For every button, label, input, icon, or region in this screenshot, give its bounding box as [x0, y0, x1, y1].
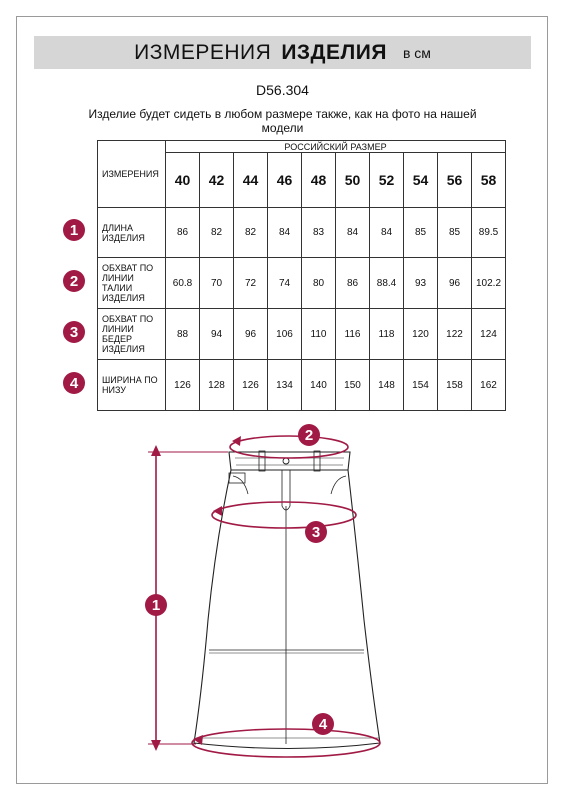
row-number-badge: 3 [63, 321, 85, 343]
table-cell: 96 [438, 258, 472, 309]
size-header: 52 [370, 153, 404, 208]
table-cell: 84 [268, 208, 302, 258]
size-header: 56 [438, 153, 472, 208]
skirt-outline [194, 451, 380, 749]
size-header: 48 [302, 153, 336, 208]
table-cell: 128 [200, 360, 234, 411]
diagram-marker-4: 4 [312, 713, 334, 735]
size-header: 54 [404, 153, 438, 208]
table-cell: 84 [370, 208, 404, 258]
size-header: 44 [234, 153, 268, 208]
diagram-marker-2: 2 [298, 424, 320, 446]
table-cell: 60.8 [166, 258, 200, 309]
corner-label: ИЗМЕРЕНИЯ [98, 141, 166, 208]
diagram-marker-3: 3 [305, 521, 327, 543]
table-cell: 88.4 [370, 258, 404, 309]
row-label: ШИРИНА ПО НИЗУ [98, 360, 166, 411]
size-header: 40 [166, 153, 200, 208]
fit-note: Изделие будет сидеть в любом размере также, как на фото на нашей модели [88, 107, 477, 135]
table-cell: 134 [268, 360, 302, 411]
table-cell: 86 [336, 258, 370, 309]
size-header: 58 [472, 153, 506, 208]
table-cell: 84 [336, 208, 370, 258]
table-cell: 82 [234, 208, 268, 258]
row-label: ОБХВАТ ПО ЛИНИИ БЕДЕР ИЗДЕЛИЯ [98, 309, 166, 360]
row-number-badge: 4 [63, 372, 85, 394]
table-cell: 110 [302, 309, 336, 360]
table-cell: 118 [370, 309, 404, 360]
title-unit: в см [402, 44, 431, 61]
product-code: D56.304 [256, 82, 309, 98]
diagram-marker-1: 1 [145, 594, 167, 616]
table-cell: 85 [438, 208, 472, 258]
table-cell: 102.2 [472, 258, 506, 309]
row-number-badge: 2 [63, 270, 85, 292]
table-cell: 154 [404, 360, 438, 411]
table-cell: 88 [166, 309, 200, 360]
table-cell: 93 [404, 258, 438, 309]
table-cell: 124 [472, 309, 506, 360]
table-cell: 70 [200, 258, 234, 309]
arrowheads [151, 436, 241, 751]
row-number-badge: 1 [63, 219, 85, 241]
table-cell: 85 [404, 208, 438, 258]
table-cell: 82 [200, 208, 234, 258]
table-cell: 74 [268, 258, 302, 309]
table-cell: 80 [302, 258, 336, 309]
table-cell: 86 [166, 208, 200, 258]
table-cell: 122 [438, 309, 472, 360]
size-header: 42 [200, 153, 234, 208]
table-cell: 150 [336, 360, 370, 411]
table-cell: 83 [302, 208, 336, 258]
size-header: 46 [268, 153, 302, 208]
table-cell: 126 [166, 360, 200, 411]
table-cell: 94 [200, 309, 234, 360]
table-cell: 148 [370, 360, 404, 411]
size-header: 50 [336, 153, 370, 208]
measurement-lines [148, 436, 380, 757]
table-cell: 116 [336, 309, 370, 360]
table-cell: 140 [302, 360, 336, 411]
table-cell: 162 [472, 360, 506, 411]
table-cell: 72 [234, 258, 268, 309]
row-label: ДЛИНА ИЗДЕЛИЯ [98, 208, 166, 258]
table-cell: 89.5 [472, 208, 506, 258]
table-cell: 96 [234, 309, 268, 360]
row-label: ОБХВАТ ПО ЛИНИИ ТАЛИИ ИЗДЕЛИЯ [98, 258, 166, 309]
table-cell: 126 [234, 360, 268, 411]
table-cell: 158 [438, 360, 472, 411]
table-cell: 106 [268, 309, 302, 360]
title-part-1: ИЗМЕРЕНИЯ [134, 40, 272, 64]
group-header: РОССИЙСКИЙ РАЗМЕР [166, 141, 506, 153]
title-part-2: ИЗДЕЛИЯ [281, 40, 387, 64]
table-cell: 120 [404, 309, 438, 360]
